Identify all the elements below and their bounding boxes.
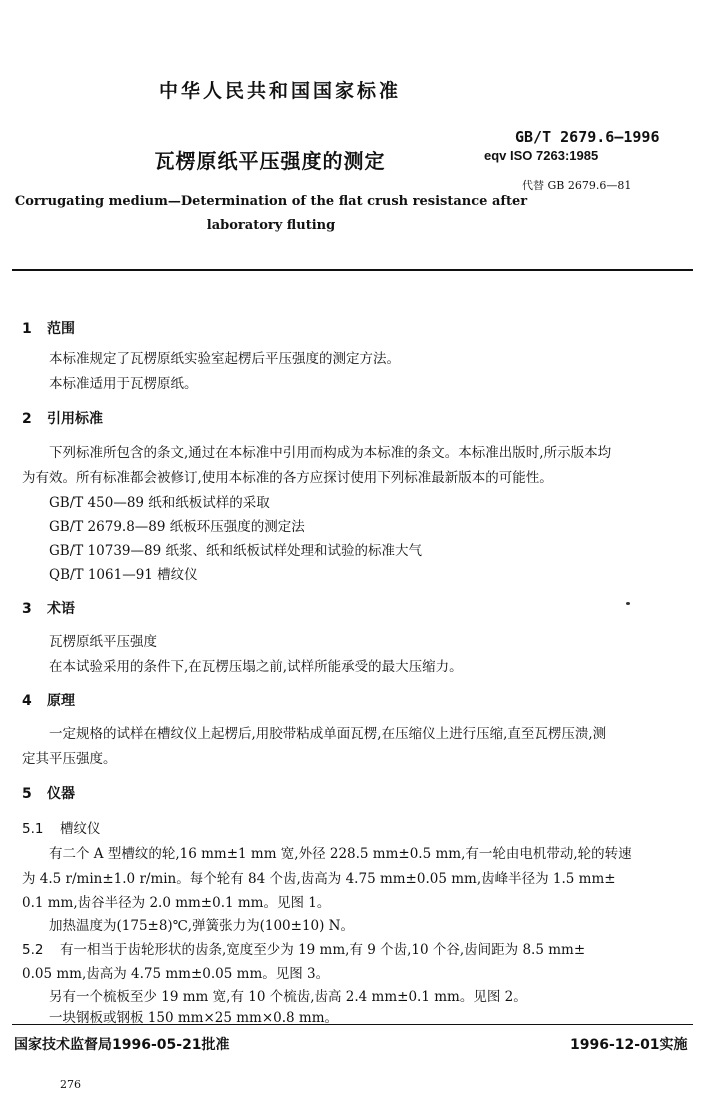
subsection-5-1-heading xyxy=(22,817,101,837)
subsection-5-2 xyxy=(22,938,585,958)
replaces-standard: 代替 GB 2679.6—81 xyxy=(522,179,632,192)
paragraph: 0.1 mm,齿谷半径为 2.0 mm±0.1 mm。见图 1。 xyxy=(22,895,331,911)
section-4-heading xyxy=(22,690,75,710)
section-title: 范围 xyxy=(47,321,75,337)
section-title: 术语 xyxy=(47,601,75,617)
term: 瓦楞原纸平压强度 xyxy=(49,634,157,650)
paragraph: 有一相当于齿轮形状的齿条,宽度至少为 19 mm,有 9 个齿,10 个谷,齿间距为 8.5 mm± xyxy=(60,942,586,958)
document-title-en: Corrugating medium—Determination of the flat crush resistance after laboratory fluting xyxy=(14,194,528,233)
reference-item: GB/T 2679.8—89 纸板环压强度的测定法 xyxy=(49,519,305,535)
paragraph: 定其平压强度。 xyxy=(22,751,117,767)
section-number: 4 xyxy=(22,693,32,709)
section-1-heading xyxy=(22,318,75,338)
equivalent-standard: eqv ISO 7263:1985 xyxy=(484,148,599,163)
section-3-heading xyxy=(22,598,75,618)
paragraph: 本标准适用于瓦楞原纸。 xyxy=(49,376,198,392)
document-title-cn: 瓦楞原纸平压强度的测定 xyxy=(154,149,386,173)
paragraph: 为 4.5 r/min±1.0 r/min。每个轮有 84 个齿,齿高为 4.75 mm±0.05 mm,齿峰半径为 1.5 mm± xyxy=(22,871,616,887)
reference-item: QB/T 1061—91 槽纹仪 xyxy=(49,567,198,583)
footer-divider xyxy=(12,1024,693,1025)
paragraph: 本标准规定了瓦楞原纸实验室起楞后平压强度的测定方法。 xyxy=(49,351,400,367)
section-title: 仪器 xyxy=(47,786,75,802)
paragraph: 加热温度为(175±8)℃,弹簧张力为(100±10) N。 xyxy=(49,918,354,934)
national-standard-heading: 中华人民共和国国家标准 xyxy=(158,80,401,102)
paragraph: 为有效。所有标准都会被修订,使用本标准的各方应探讨使用下列标准最新版本的可能性。 xyxy=(22,470,553,486)
scan-speck xyxy=(626,602,630,605)
reference-item: GB/T 450—89 纸和纸板试样的采取 xyxy=(49,495,270,511)
paragraph: 另有一个梳板至少 19 mm 宽,有 10 个梳齿,齿高 2.4 mm±0.1 mm。见图 2。 xyxy=(49,989,527,1005)
section-title: 原理 xyxy=(47,693,75,709)
header-divider xyxy=(12,269,693,271)
section-title: 引用标准 xyxy=(47,411,103,427)
standard-number: GB/T 2679.6—1996 xyxy=(515,128,660,146)
effective-date: 1996-12-01实施 xyxy=(570,1037,688,1053)
section-number: 1 xyxy=(22,321,32,337)
subsection-number: 5.2 xyxy=(22,942,44,958)
section-number: 5 xyxy=(22,786,32,802)
paragraph: 0.05 mm,齿高为 4.75 mm±0.05 mm。见图 3。 xyxy=(22,966,330,982)
term-definition: 在本试验采用的条件下,在瓦楞压塌之前,试样所能承受的最大压缩力。 xyxy=(49,659,463,675)
paragraph: 下列标准所包含的条文,通过在本标准中引用而构成为本标准的条文。本标准出版时,所示版本均 xyxy=(49,445,612,461)
approval-issuer: 国家技术监督局1996-05-21批准 xyxy=(14,1037,230,1053)
page-number: 276 xyxy=(60,1078,81,1091)
subsection-number: 5.1 xyxy=(22,821,44,837)
paragraph: 一块钢板或钢板 150 mm×25 mm×0.8 mm。 xyxy=(49,1010,339,1026)
paragraph: 有二个 A 型槽纹的轮,16 mm±1 mm 宽,外径 228.5 mm±0.5 mm,有一轮由电机带动,轮的转速 xyxy=(49,846,632,862)
section-2-heading xyxy=(22,408,103,428)
reference-item: GB/T 10739—89 纸浆、纸和纸板试样处理和试验的标准大气 xyxy=(49,543,422,559)
paragraph: 一定规格的试样在槽纹仪上起楞后,用胶带粘成单面瓦楞,在压缩仪上进行压缩,直至瓦楞压溃,测 xyxy=(49,726,607,742)
section-5-heading xyxy=(22,783,75,803)
section-number: 3 xyxy=(22,601,32,617)
subsection-title: 槽纹仪 xyxy=(60,821,101,837)
section-number: 2 xyxy=(22,411,32,427)
